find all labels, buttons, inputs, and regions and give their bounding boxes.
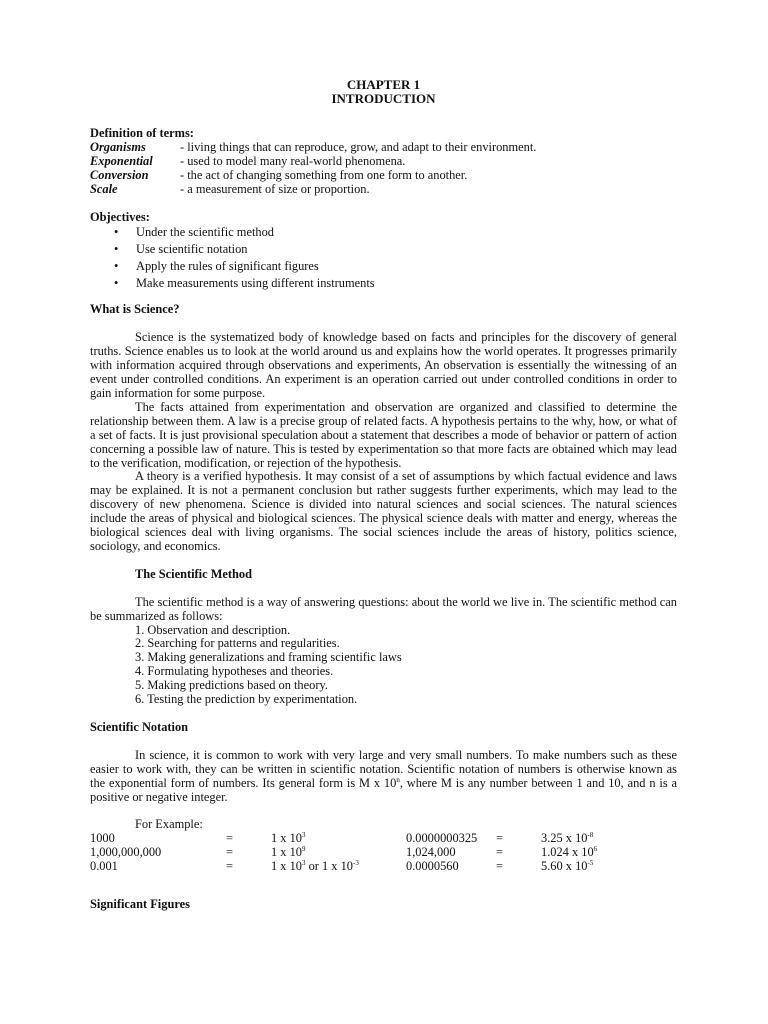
table-row: 1000 = 1 x $10^3$ 0.0000000325 = 3.25 x $10^{-8}$ [90,831,594,846]
list-item: • Apply the rules of significant figures [114,259,319,274]
significant-figures-heading: Significant Figures [90,897,190,912]
list-item: 2. Searching for patterns and regularities. [135,636,340,651]
definition-term: Exponential [90,153,153,168]
definition-row [90,169,677,183]
examples-table [90,832,597,874]
example-label: For Example: [135,817,203,832]
objectives-list [90,224,677,292]
science-heading: What is Science? [90,302,180,317]
definition-row [90,155,677,169]
definitions-heading: Definition of terms: [90,126,194,140]
science-paragraph: The facts attained from experimentation and observation are organized and classified to determine the relationship between them. A law is a precise group of related facts. A hypothesis pertains to the why, how, or what of a set of facts. It is just provisional speculation about a statement that describes a mode of behavior or pattern of action concerning a possible law of nature. This is tested by experimentation so that more facts are obtained which may lead to the verification, modification, or rejection of the hypothesis. [90,399,677,470]
definition-text: - living things that can reproduce, grow, and adapt to their environment. [180,139,537,154]
science-paragraph: Science is the systematized body of knowledge based on facts and principles for the discovery of general truths. Science enables us to look at the world around us and explains how the world operates. It progresses primarily with information acquired through observations and experiments, An observation is essentially the witnessing of an event under controlled conditions. An experiment is an operation carried out under controlled conditions in order to gain information for some purpose. [90,330,677,400]
scientific-method-heading: The Scientific Method [135,566,253,581]
list-item: 3. Making generalizations and framing scientific laws [135,650,402,665]
list-item: • Under the scientific method [114,225,274,240]
objectives-heading: Objectives: [90,209,150,224]
table-row: 1,000,000,000 = 1 x $10^9$ 1,024,000 = 1.024 x $10^6$ [90,845,598,860]
list-item: • Use scientific notation [114,242,248,257]
bullet-icon: • [114,276,119,291]
definition-text: - used to model many real-world phenomena. [180,153,406,168]
bullet-icon: • [114,225,119,240]
list-item: 6. Testing the prediction by experimentation. [135,692,358,707]
definitions-list [90,141,677,197]
list-item: 4. Formulating hypotheses and theories. [135,664,334,679]
definition-row [90,141,677,155]
notation-heading: Scientific Notation [90,719,189,734]
bullet-icon: • [114,259,119,274]
science-paragraph: A theory is a verified hypothesis. It may consist of a set of assumptions by which factual evidence and laws may be explained. It is not a permanent conclusion but rather suggests further experiments, which may lead to the discovery of new phenomena. Science is divided into natural sciences and social sciences. The natural sciences include the areas of physical and biological sciences. The physical science deals with matter and energy, whereas the biological sciences deal with living organisms. The social sciences include the areas of history, politics science, sociology, and economics. [90,469,677,553]
table-row: 0.001 = 1 x $10^3$ or 1 x $10^{-3}$ 0.0000560 = 5.60 x $10^{-5}$ [90,859,594,874]
chapter-title: INTRODUCTION [331,91,436,106]
list-item: 5. Making predictions based on theory. [135,678,328,693]
page-content [90,78,677,912]
scientific-method-intro: The scientific method is a way of answering questions: about the world we live in. The scientific method can be summarized as follows: [90,594,677,623]
list-item: 1. Observation and description. [135,622,291,637]
scientific-method-steps [90,624,677,707]
definition-row [90,183,677,197]
list-item: • Make measurements using different instruments [114,276,375,291]
definition-text: - a measurement of size or proportion. [180,181,370,196]
definition-term: Organisms [90,139,146,154]
definition-term: Scale [90,181,118,196]
definition-term: Conversion [90,167,149,182]
notation-intro: In science, it is common to work with very large and very small numbers. To make numbers such as these easier to work with, they can be written in scientific notation. Scientific notation of numbers is otherwise known as the exponential form of numbers. Its general form is M x 10$^n$, where M is any number between 1 and 10, and n is a positive or negative integer. [90,747,677,804]
chapter-number: CHAPTER 1 [346,77,421,92]
definition-text: - the act of changing something from one form to another. [180,167,468,182]
bullet-icon: • [114,242,119,257]
